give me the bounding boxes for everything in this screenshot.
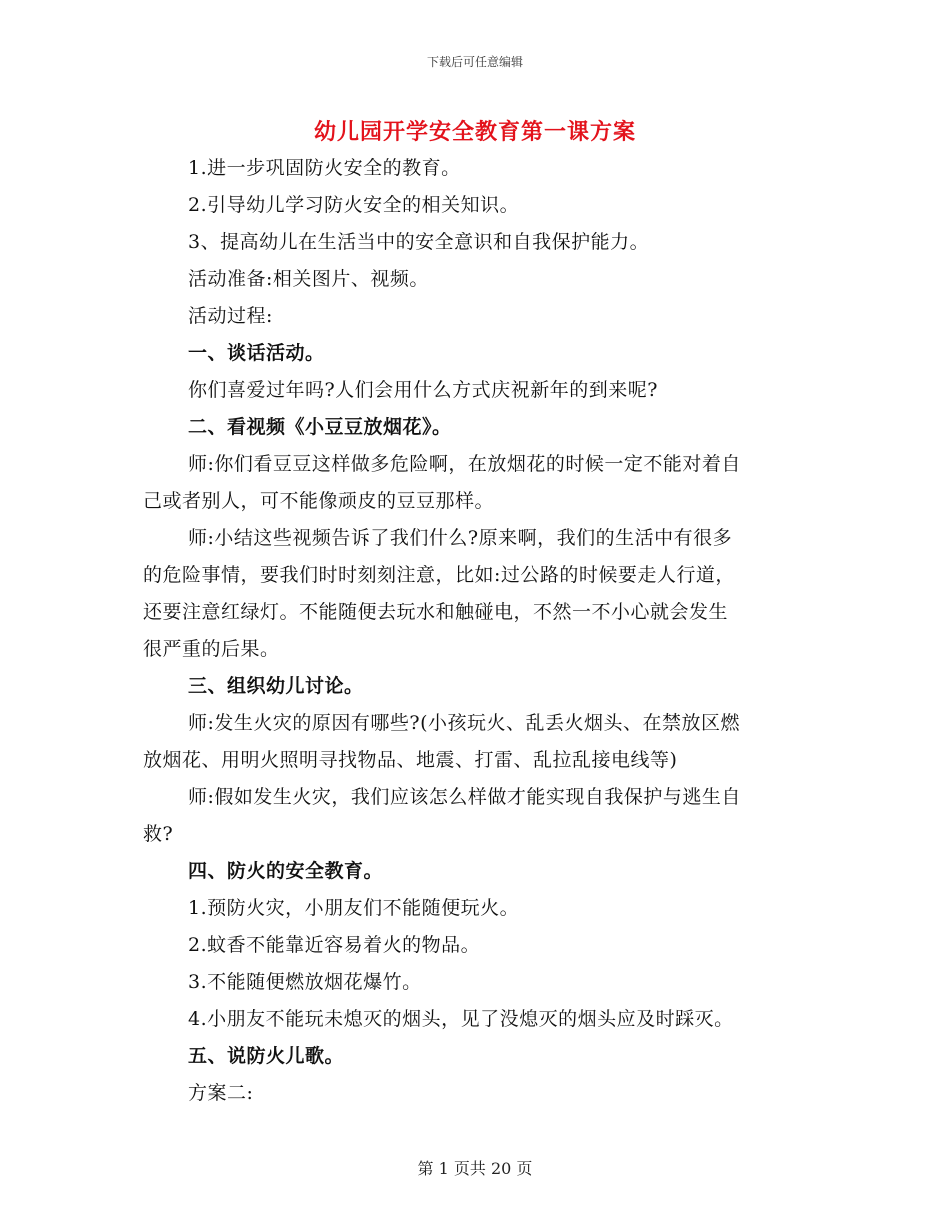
paragraph-line: 方案二: (188, 1082, 254, 1104)
paragraph-line: 师:小结这些视频告诉了我们什么?原来啊，我们的生活中有很多 (188, 527, 733, 549)
document-body (143, 150, 808, 1112)
paragraph-line: 救? (143, 823, 174, 845)
paragraph-line: 你们喜爱过年吗?人们会用什么方式庆祝新年的到来呢? (188, 379, 658, 401)
section-heading: 五、说防火儿歌。 (188, 1045, 345, 1067)
paragraph-line: 3.不能随便燃放烟花爆竹。 (188, 971, 422, 993)
header-note: 下载后可任意编辑 (426, 55, 523, 69)
paragraph-line: 师:你们看豆豆这样做多危险啊，在放烟花的时候一定不能对着自 (188, 453, 741, 475)
paragraph-line: 己或者别人，可不能像顽皮的豆豆那样。 (143, 490, 495, 512)
paragraph-line: 很严重的后果。 (143, 638, 280, 660)
paragraph-line: 活动准备:相关图片、视频。 (188, 268, 429, 290)
section-heading: 四、防火的安全教育。 (188, 860, 384, 882)
paragraph-line: 放烟花、用明火照明寻找物品、地震、打雷、乱拉乱接电线等) (143, 749, 678, 771)
paragraph-line: 3、提高幼儿在生活当中的安全意识和自我保护能力。 (188, 231, 650, 253)
paragraph-line: 还要注意红绿灯。不能随便去玩水和触碰电，不然一不小心就会发生 (143, 601, 729, 623)
section-heading: 二、看视频《小豆豆放烟花》。 (188, 416, 452, 438)
paragraph-line: 1.预防火灾，小朋友们不能随便玩火。 (188, 897, 520, 919)
paragraph-line: 师:发生火灾的原因有哪些?(小孩玩火、乱丢火烟头、在禁放区燃 (188, 712, 741, 734)
paragraph-line: 1.进一步巩固防火安全的教育。 (188, 157, 461, 179)
paragraph-line: 活动过程: (188, 305, 273, 327)
paragraph-line: 师:假如发生火灾，我们应该怎么样做才能实现自我保护与逃生自 (188, 786, 741, 808)
paragraph-line: 4.小朋友不能玩未熄灭的烟头，见了没熄灭的烟头应及时踩灭。 (188, 1008, 734, 1030)
section-heading: 三、组织幼儿讨论。 (188, 675, 364, 697)
paragraph-line: 2.蚊香不能靠近容易着火的物品。 (188, 934, 481, 956)
document-title: 幼儿园开学安全教育第一课方案 (313, 119, 636, 145)
section-heading: 一、谈话活动。 (188, 342, 325, 364)
paragraph-line: 的危险事情，要我们时时刻刻注意，比如:过公路的时候要走人行道， (143, 564, 735, 586)
paragraph-line: 2.引导幼儿学习防火安全的相关知识。 (188, 194, 520, 216)
page-number: 第 1 页共 20 页 (417, 1159, 533, 1178)
